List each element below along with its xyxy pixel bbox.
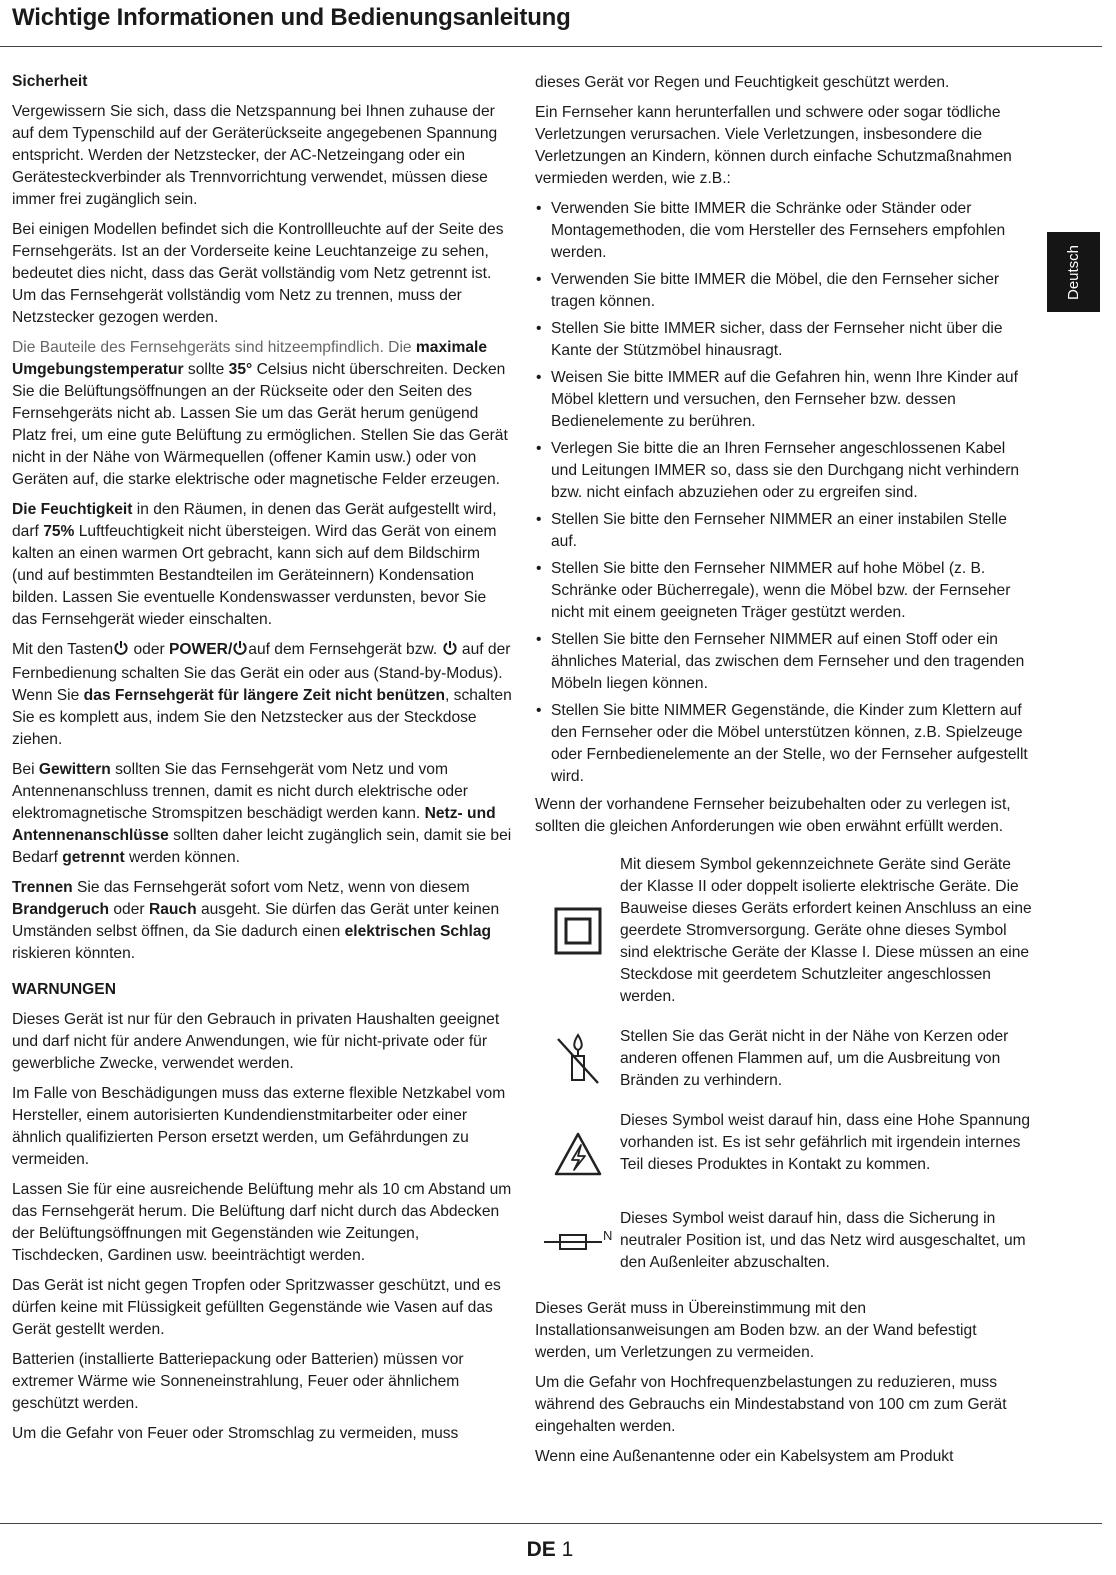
- safety-bullet-list: [535, 198, 1035, 788]
- symbol-text: Dieses Symbol weist darauf hin, dass die Sicherung in neutraler Position ist, und das Netz wird ausgeschaltet, um den Außenleiter abzuschalten.: [620, 1210, 1026, 1271]
- double-insulation-icon: [554, 907, 602, 955]
- list-item: • Stellen Sie bitte den Fernseher NIMMER auf hohe Möbel (z. B. Schränke oder Bücherregale), wenn die Möbel bzw. der Fernseher nicht mit einem geeigneten Träger gestützt werden.: [535, 558, 1035, 624]
- symbol-row-candle: [535, 1026, 1035, 1100]
- safety-heading: Sicherheit: [12, 73, 88, 90]
- symbol-text: Stellen Sie das Gerät nicht in der Nähe von Kerzen oder anderen offenen Flammen auf, um die Ausbreitung von Bränden zu verhindern.: [620, 1028, 1009, 1089]
- symbol-text: Mit diesem Symbol gekennzeichnete Geräte sind Geräte der Klasse II oder doppelt isolierte elektrische Geräte. Die Bauweise dieses Geräts erfordert keinen Anschluss an eine geerdete Stromversorgung. Geräte ohne dieses Symbol sind elektrische Geräte der Klasse I. Diese müssen an eine Steckdose mit geerdetem Schutzleiter angeschlossen werden.: [620, 856, 1032, 1005]
- symbol-text: Dieses Symbol weist darauf hin, dass eine Hohe Spannung vorhanden ist. Es ist sehr gefährlich mit irgendein internes Teil dieses Produktes in Kontakt zu kommen.: [620, 1112, 1031, 1173]
- list-item: • Stellen Sie bitte NIMMER Gegenstände, die Kinder zum Klettern auf den Fernseher oder die Möbel unterstützen können, z.B. Spielzeuge oder Fernbedienelemente an der Stelle, wo der Fernseher aufgestellt wird.: [535, 700, 1035, 788]
- warning-dripping-water: Das Gerät ist nicht gegen Tropfen oder Spritzwasser geschützt, und es dürfen keine mit Flüssigkeit gefüllten Gegenstände wie Vasen auf das Gerät gestellt werden.: [12, 1277, 501, 1338]
- warning-ventilation: Lassen Sie für eine ausreichende Belüftung mehr als 10 cm Abstand um das Fernsehgerät herum. Die Belüftung darf nicht durch das Abdecken der Belüftungsöffnungen mit Gegenständen wie Zeitungen, Tischdecken, Gardinen usw. beeinträchtigt werden.: [12, 1181, 512, 1264]
- paragraph-rf-exposure: Um die Gefahr von Hochfrequenzbelastungen zu reduzieren, muss während des Gebrauchs ein Mindestabstand von 100 cm zum Gerät eingehalten werden.: [535, 1374, 1007, 1435]
- language-tab: [1047, 232, 1100, 312]
- paragraph-disconnect: Trennen Sie das Fernsehgerät sofort vom Netz, wenn von diesem Brandgeruch oder Rauch ausgeht. Sie dürfen das Gerät unter keinen Umständen selbst öffnen, da Sie dadurch einen elektrischen Schlag riskieren könnten.: [12, 879, 500, 962]
- paragraph-mounting: Dieses Gerät muss in Übereinstimmung mit den Installationsanweisungen am Boden bzw. an der Wand befestigt werden, um Verletzungen zu vermeiden.: [535, 1300, 977, 1361]
- list-item: • Stellen Sie bitte IMMER sicher, dass der Fernseher nicht über die Kante der Stützmöbel hinausragt.: [535, 318, 1035, 362]
- paragraph-thunderstorm: Bei Gewittern sollten Sie das Fernsehgerät vom Netz und vom Antennenanschluss trennen, damit es nicht durch elektrische oder elektromagnetische Stromspitzen beschädigt werden kann. Netz- und Antennenanschlüsse sollten daher leicht zugänglich sein, damit sie bei Bedarf getrennt werden können.: [12, 761, 512, 866]
- paragraph-relocation: Wenn der vorhandene Fernseher beizubehalten oder zu verlegen ist, sollten die gleichen Anforderungen wie oben erwähnt erfüllt werden.: [535, 796, 1011, 835]
- warning-household-use: Dieses Gerät ist nur für den Gebrauch in privaten Haushalten geeignet und darf nicht für andere Anwendungen, wie für nicht-private oder für gewerbliche Zwecke, verwendet werden.: [12, 1011, 500, 1072]
- left-column: [12, 71, 512, 1453]
- footer-divider: [0, 1523, 1102, 1524]
- list-item: • Weisen Sie bitte IMMER auf die Gefahren hin, wenn Ihre Kinder auf Möbel klettern und versuchen, den Fernseher bzw. dessen Bedienelemente zu berühren.: [535, 367, 1035, 433]
- list-item: • Verwenden Sie bitte IMMER die Möbel, die den Fernseher sicher tragen können.: [535, 269, 1035, 313]
- power-icon: [442, 640, 458, 663]
- page-title: Wichtige Informationen und Bedienungsanleitung: [12, 4, 571, 31]
- paragraph-tipping-hazard: Ein Fernseher kann herunterfallen und schwere oder sogar tödliche Verletzungen verursachen. Viele Verletzungen, insbesondere die Verletzungen an Kindern, können durch einfache Schutzmaßnahmen vermieden werden, wie z.B.:: [535, 104, 1012, 187]
- paragraph-power-buttons: Mit den Tasten oder POWER/ auf dem Fernsehgerät bzw. auf der Fernbedienung schalten Sie das Gerät ein oder aus (Stand-by-Modus). Wenn Sie das Fernsehgerät für längere Zeit nicht benützen, schalten Sie es komplett aus, indem Sie den Netzstecker aus der Steckdose ziehen.: [12, 641, 512, 748]
- list-item: • Stellen Sie bitte den Fernseher NIMMER an einer instabilen Stelle auf.: [535, 509, 1035, 553]
- list-item: • Verlegen Sie bitte die an Ihren Fernseher angeschlossenen Kabel und Leitungen IMMER so, dass sie den Durchgang nicht verhindern bzw. nicht einfach abzuziehen oder zu ergreifen sind.: [535, 438, 1035, 504]
- paragraph-temperature: Die Bauteile des Fernsehgeräts sind hitzeempfindlich. Die maximale Umgebungstemperatur sollte 35° Celsius nicht überschreiten. Decken Sie die Belüftungsöffnungen an der Rückseite oder den Seiten des Fernsehgeräts nicht ab. Lassen Sie um das Gerät herum genügend Platz frei, um eine gute Belüftung zu ermöglichen. Stellen Sie das Gerät nicht in der Nähe von Wärmequellen (offener Kamin usw.) oder von Geräten auf, die starke elektrische oder magnetische Felder erzeugen.: [12, 339, 508, 488]
- paragraph-mains-voltage: Vergewissern Sie sich, dass die Netzspannung bei Ihnen zuhause der auf dem Typenschild auf der Geräterückseite angegebenen Spannung entspricht. Werden der Netzstecker, der AC-Netzeingang oder ein Gerätesteckverbinder als Trennvorrichtung verwendet, müssen diese immer frei zugänglich sein.: [12, 103, 498, 208]
- right-column: [535, 72, 1035, 1476]
- fuse-neutral-label: N: [602, 1229, 612, 1243]
- list-item: • Stellen Sie bitte den Fernseher NIMMER auf einen Stoff oder ein ähnliches Material, das zwischen dem Fernseher und den tragenden Möbeln liegen können.: [535, 629, 1035, 695]
- high-voltage-icon: [553, 1131, 603, 1177]
- language-tab-label: Deutsch: [1065, 244, 1082, 300]
- no-candle-icon: [553, 1031, 603, 1087]
- symbol-row-class-ii: [535, 854, 1035, 1016]
- power-icon: [113, 640, 129, 663]
- warnings-heading: WARNUNGEN: [12, 981, 116, 998]
- power-icon: [232, 640, 248, 663]
- list-item: • Verwenden Sie bitte IMMER die Schränke oder Ständer oder Montagemethoden, die vom Hersteller des Fernsehers empfohlen werden.: [535, 198, 1035, 264]
- symbol-row-high-voltage: [535, 1110, 1035, 1198]
- warning-batteries: Batterien (installierte Batteriepackung oder Batterien) müssen vor extremer Wärme wie Sonneneinstrahlung, Feuer oder ähnlichem geschützt werden.: [12, 1351, 464, 1412]
- paragraph-antenna: Wenn eine Außenantenne oder ein Kabelsystem am Produkt: [535, 1448, 954, 1465]
- symbol-row-fuse: [535, 1208, 1035, 1282]
- warning-fire-shock: Um die Gefahr von Feuer oder Stromschlag zu vermeiden, muss: [12, 1425, 459, 1442]
- page-number: DE 1: [526, 1538, 574, 1561]
- fuse-icon: [542, 1229, 614, 1253]
- warning-power-cord: Im Falle von Beschädigungen muss das externe flexible Netzkabel vom Hersteller, einem autorisierten Kundendienstmitarbeiter oder einer ähnlich qualifizierten Person ersetzt werden, um Gefährdungen zu vermeiden.: [12, 1085, 506, 1168]
- paragraph-indicator-light: Bei einigen Modellen befindet sich die Kontrollleuchte auf der Seite des Fernsehgeräts. Ist an der Vorderseite keine Leuchtanzeige zu sehen, bedeutet dies nicht, dass das Gerät vollständig vom Netz getrennt ist. Um das Fernsehgerät vollständig vom Netz zu trennen, muss der Netzstecker gezogen werden.: [12, 221, 504, 326]
- paragraph-humidity: Die Feuchtigkeit in den Räumen, in denen das Gerät aufgestellt wird, darf 75% Luftfeuchtigkeit nicht übersteigen. Wird das Gerät von einem kalten an einen warmen Ort gebracht, kann sich auf dem Bildschirm (und auf bestimmten Bestandteilen im Geräteinnern) Kondensation bilden. Lassen Sie eventuelle Kondenswasser verdunsten, bevor Sie das Fernsehgerät wieder einschalten.: [12, 501, 497, 628]
- paragraph-rain-moisture: dieses Gerät vor Regen und Feuchtigkeit geschützt werden.: [535, 74, 950, 91]
- header-divider: [0, 46, 1102, 47]
